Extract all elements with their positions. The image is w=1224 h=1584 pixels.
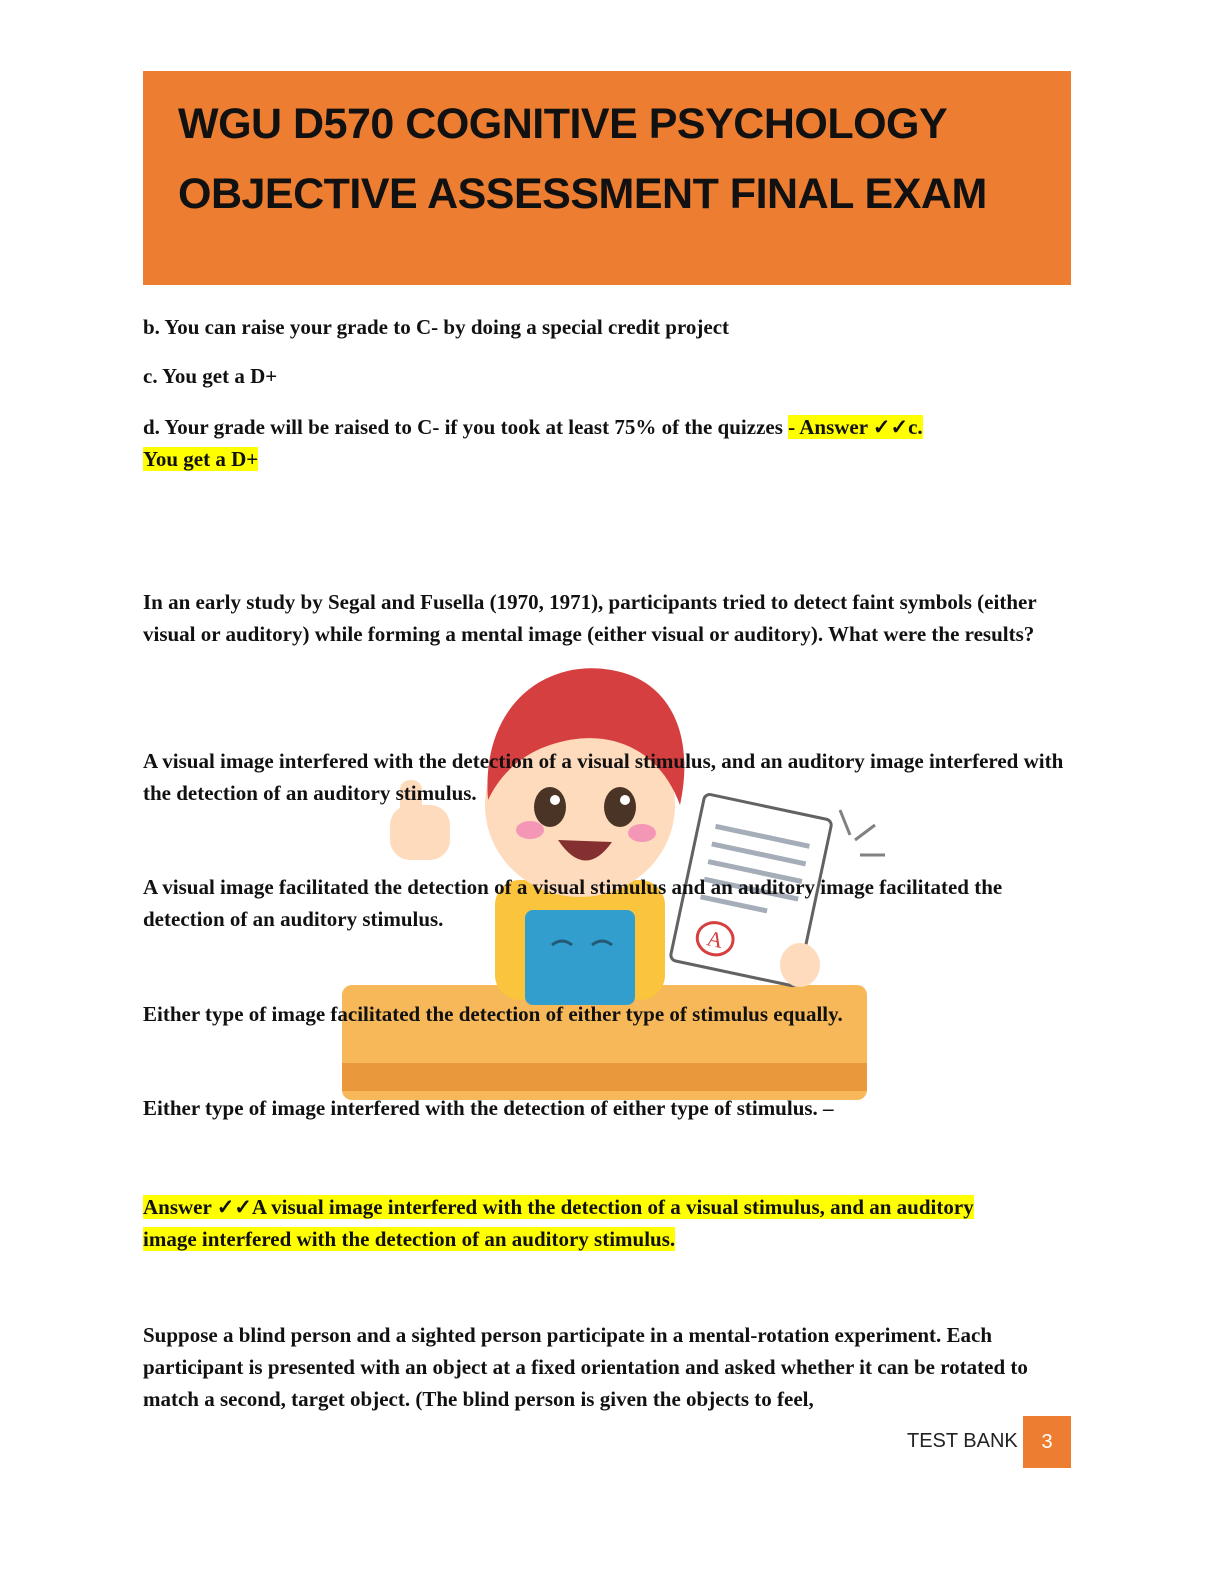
q2-answer-block [143, 1191, 1003, 1255]
q2-option-4: Either type of image interfered with the detection of either type of stimulus. – [143, 1096, 834, 1120]
q1-option-d: d. Your grade will be raised to C- if you took at least 75% of the quizzes [143, 415, 783, 439]
page-title [178, 89, 987, 229]
q2-answer-highlight: Answer ✓✓A visual image interfered with the detection of a visual stimulus, and an auditory image interfered with the detection of an auditory stimulus. [143, 1195, 974, 1251]
q1-option-c: c. You get a D+ [143, 364, 278, 388]
q2-option-3: Either type of image facilitated the detection of either type of stimulus equally. [143, 1002, 843, 1026]
sparkle-line-1 [840, 810, 850, 835]
paper-hand [780, 943, 820, 987]
q1-option-b: b. You can raise your grade to C- by doing a special credit project [143, 315, 730, 339]
title-line-1: WGU D570 COGNITIVE PSYCHOLOGY [178, 100, 948, 148]
right-cheek [628, 824, 656, 842]
desk-edge [342, 1063, 867, 1091]
q1-answer-highlight: - Answer ✓✓c. [788, 415, 923, 439]
title-line-2: OBJECTIVE ASSESSMENT FINAL EXAM [178, 170, 987, 218]
title-banner [143, 71, 1071, 285]
q2-option-1: A visual image interfered with the detection of a visual stimulus, and an auditory image interfered with the detection of an auditory stimulus. [143, 749, 1064, 805]
q1-answer-highlight-cont: You get a D+ [143, 447, 259, 471]
q3-question: Suppose a blind person and a sighted person participate in a mental-rotation experiment. Each participant is presented with an object at a fixed orientation and asked whether it can be rotated to match a second, target object. (The blind person is given the objects to feel, [143, 1323, 1028, 1411]
left-cheek [516, 821, 544, 839]
footer-label: TEST BANK [907, 1430, 1018, 1452]
page-number: 3 [1023, 1416, 1071, 1468]
sparkle-line-2 [855, 825, 875, 840]
q2-option-2: A visual image facilitated the detection of a visual stimulus and an auditory image facilitated the detection of an auditory stimulus. [143, 875, 1003, 931]
grade-mark: A [704, 925, 726, 954]
q2-question: In an early study by Segal and Fusella (1970, 1971), participants tried to detect faint symbols (either visual or auditory) while forming a mental image (either visual or auditory). What were the results? [143, 590, 1037, 646]
q1-option-d-with-answer [143, 411, 1073, 475]
